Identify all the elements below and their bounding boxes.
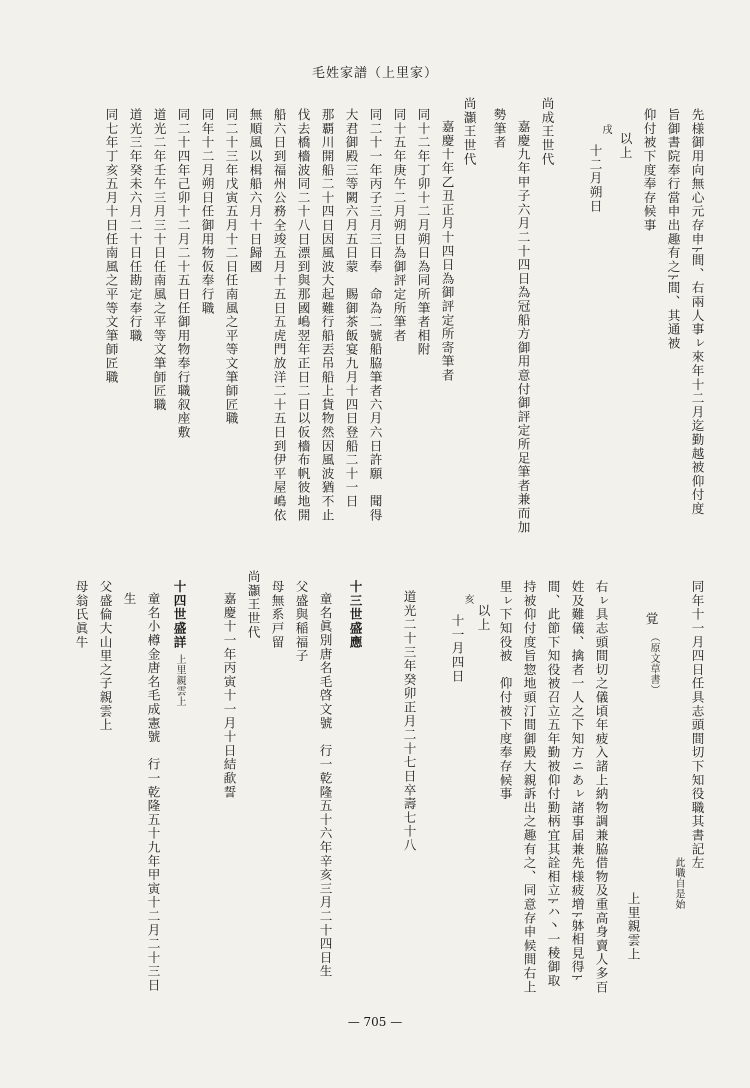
reign-heading: 尚灝王世代 [461,97,477,166]
signatory: 上里親雲上 [625,892,641,961]
text-column: 里ㇾ下知役被 仰付被下度奉存候事 [497,580,513,801]
reign-heading: 尚成王世代 [539,97,555,166]
text-column: 同年十二月朔日任御用物仮奉行職 [199,108,215,315]
generation-heading: 十三世盛應 [347,580,363,649]
generation-heading: 十四世盛詳 [171,580,187,649]
text-column: 同十二年丁卯十二月朔日為同所筆者相附 [415,108,431,357]
text-column: 道光二年壬午三月三十日任南風之平等文筆師匠職 [151,108,167,412]
reign-heading: 尚灝王世代 [245,570,261,639]
text-column: 同十五年庚午二月朔日為御評定所筆者 [391,108,407,343]
text-column: 父盛倫大山里之子親雲上 [97,580,113,732]
text-column: 嘉慶十年乙丑正月十四日為御評定所寄筆者 [439,120,455,383]
year-cycle-label: 戌 [600,124,611,135]
text-column: 嘉慶九年甲子六月二十四日為冠船方御用意付御評定所足筆者兼而加 [515,120,531,534]
text-column: 大君御殿三等闕六月五日蒙 賜御茶飯宴九月十四日登船二十一日 [343,108,359,509]
running-header: 毛姓家譜（上里家） [311,66,438,81]
text-column: 那覇川開船二十四日因風波大起難行船丟吊船上貨物然因風波猶不止 [319,108,335,522]
text-column: 父盛與稲福子 [293,580,309,663]
text-column: 同二十一年丙子三月三日奉 命為二號船脇筆者六月六日許願 聞得 [367,108,383,522]
text-column: 童名眞別唐名毛啓文號 行一乾隆五十六年辛亥三月二十四日生 [317,592,333,979]
closing-text: 以上 [617,132,633,160]
text-column: 童名小樽金唐名毛成憲號 行一乾隆五十九年甲寅十二月二十三日 [145,592,161,993]
text-column: 船六日到福州公務全竣五月十五日五虎門放洋二十五日到伊平屋嶋依 [271,108,287,522]
text-column: 仰付被下度奉存候事 [641,108,657,233]
year-cycle-label: 亥 [462,594,473,605]
text-column: 同年十一月四日任具志頭間切下知役職其書記左 [689,580,705,870]
text-column: 道光三年癸未六月二十日任勘定奉行職 [127,108,143,343]
text-column: 間、此節下知役被召立五年勤被仰付勤柄宜其詮相立ﾄハ丶一稜御取 [545,580,561,988]
text-column: 姓及難儀、擒者一人之下知方ニあㇾ諸事届兼先様疲増ﾄ躰相見得ﾄ [569,580,585,982]
text-column: 生 [121,592,137,606]
text-column: 無順風以楫船六月十日歸國 [247,108,263,274]
date-text: 十一月四日 [449,614,465,683]
text-column: 同二十三年戊寅五月十二日任南風之平等文筆師匠職 [223,108,239,426]
text-column: 持被仰付度旨惣地頭汀間御殿大親訴出之趣有之、同意存申候間右上 [521,580,537,994]
text-column: 勢筆者 [491,108,507,150]
text-column: 旨御書院奉行當申出趣有之ﾄ間、其通被 [665,108,681,351]
interlinear-note: 此職自是始 [673,857,684,910]
text-column: 伐去橋檣波同二十八日漂到與那國嶋翌年正日二日以仮檣布帆彼地開 [295,108,311,522]
text-column: 母翁氏眞牛 [73,580,89,649]
date-text: 十二月朔日 [587,144,603,213]
page-number: — 705 — [347,1015,403,1029]
text-column: 同七年丁亥五月十日任南風之平等文筆師匠職 [103,108,119,384]
text-column: 右ㇾ具志頭間切之儀頃年疲入諸上納物調兼脇借物及重高身賣人多百 [593,580,609,994]
interlinear-note: 上里親雲上 [174,654,185,707]
document-title: 覚 [643,612,659,626]
text-column: 同二十四年己卯十二月二十五日任御用物奉行職叙座敷 [175,108,191,440]
text-column: 道光二十三年癸卯正月二十七日卒壽七十八 [401,590,417,853]
text-column: 嘉慶十一年丙寅十一月十日結歃誓 [221,592,237,799]
closing-text: 以上 [475,604,491,632]
text-column: 母無系戸留 [269,580,285,649]
source-note: （原文草書） [648,632,659,695]
text-column: 先様御用向無心元存申ﾄ間、右兩人事ㇾ來年十二月迄勤越被仰付度 [689,108,705,516]
